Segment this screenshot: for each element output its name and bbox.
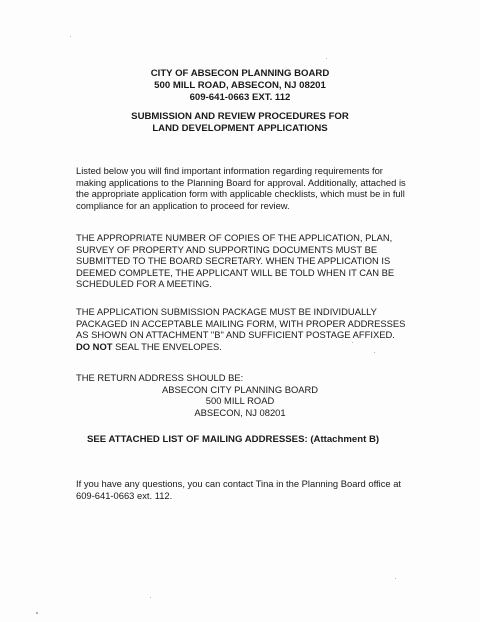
scan-speck xyxy=(374,352,375,353)
return-address-name: ABSECON CITY PLANNING BOARD xyxy=(161,383,319,395)
header-phone: 609-641-0663 EXT. 112 xyxy=(189,92,291,103)
copies-line: SCHEDULED FOR A MEETING. xyxy=(76,278,212,289)
contact-line: If you have any questions, you can contact Tina in the Planning Board office at xyxy=(76,478,402,489)
title-line-2: LAND DEVELOPMENT APPLICATIONS xyxy=(152,123,328,134)
header-org-name: CITY OF ABSECON PLANNING BOARD xyxy=(150,68,330,79)
title-line-1: SUBMISSION AND REVIEW PROCEDURES FOR xyxy=(131,111,349,122)
return-address-street: 500 MILL ROAD xyxy=(205,395,275,406)
scan-speck xyxy=(70,36,71,37)
return-address-block xyxy=(0,384,480,419)
package-line: THE APPLICATION SUBMISSION PACKAGE MUST BE INDIVIDUALLY xyxy=(76,306,377,317)
scan-speck xyxy=(326,58,327,59)
package-line-4 xyxy=(76,341,406,353)
contact-paragraph xyxy=(76,478,406,501)
intro-line: the appropriate application form with applicable checklists, which must be in full xyxy=(76,188,405,199)
copies-line: SURVEY OF PROPERTY AND SUPPORTING DOCUMENTS MUST BE xyxy=(76,243,378,255)
scan-speck xyxy=(150,597,151,598)
copies-line: THE APPROPRIATE NUMBER OF COPIES OF THE APPLICATION, PLAN, xyxy=(76,232,393,243)
package-paragraph xyxy=(76,306,406,352)
intro-paragraph xyxy=(76,165,406,211)
attachment-note: SEE ATTACHED LIST OF MAILING ADDRESSES: (Attachment B) xyxy=(87,434,380,445)
return-address-city: ABSECON, NJ 08201 xyxy=(194,406,286,418)
intro-line: compliance for an application to proceed for review. xyxy=(76,199,290,211)
header-address: 500 MILL ROAD, ABSECON, NJ 08201 xyxy=(154,80,326,91)
scan-speck xyxy=(395,578,396,579)
copies-line: DEEMED COMPLETE, THE APPLICANT WILL BE TOLD WHEN IT CAN BE xyxy=(76,266,395,278)
package-line-4-rest: SEAL THE ENVELOPES. xyxy=(112,340,222,352)
scan-speck xyxy=(36,612,38,614)
return-address-intro xyxy=(76,372,406,384)
document-title xyxy=(0,111,480,135)
package-line: AS SHOWN ON ATTACHMENT "B" AND SUFFICIENT POSTAGE AFFIXED. xyxy=(76,329,395,340)
scan-speck xyxy=(352,342,353,343)
copies-paragraph xyxy=(76,232,406,290)
return-address-label: THE RETURN ADDRESS SHOULD BE: xyxy=(76,372,244,383)
do-not-emphasis: DO NOT xyxy=(76,340,113,352)
document-header xyxy=(0,68,480,104)
intro-line: making applications to the Planning Board for approval. Additionally, attached is xyxy=(76,176,406,188)
copies-line: SUBMITTED TO THE BOARD SECRETARY. WHEN THE APPLICATION IS xyxy=(76,255,391,266)
intro-line: Listed below you will find important information regarding requirements for xyxy=(76,165,383,176)
contact-line: 609-641-0663 ext. 112. xyxy=(76,489,173,501)
package-line: PACKAGED IN ACCEPTABLE MAILING FORM, WITH PROPER ADDRESSES xyxy=(76,317,406,329)
